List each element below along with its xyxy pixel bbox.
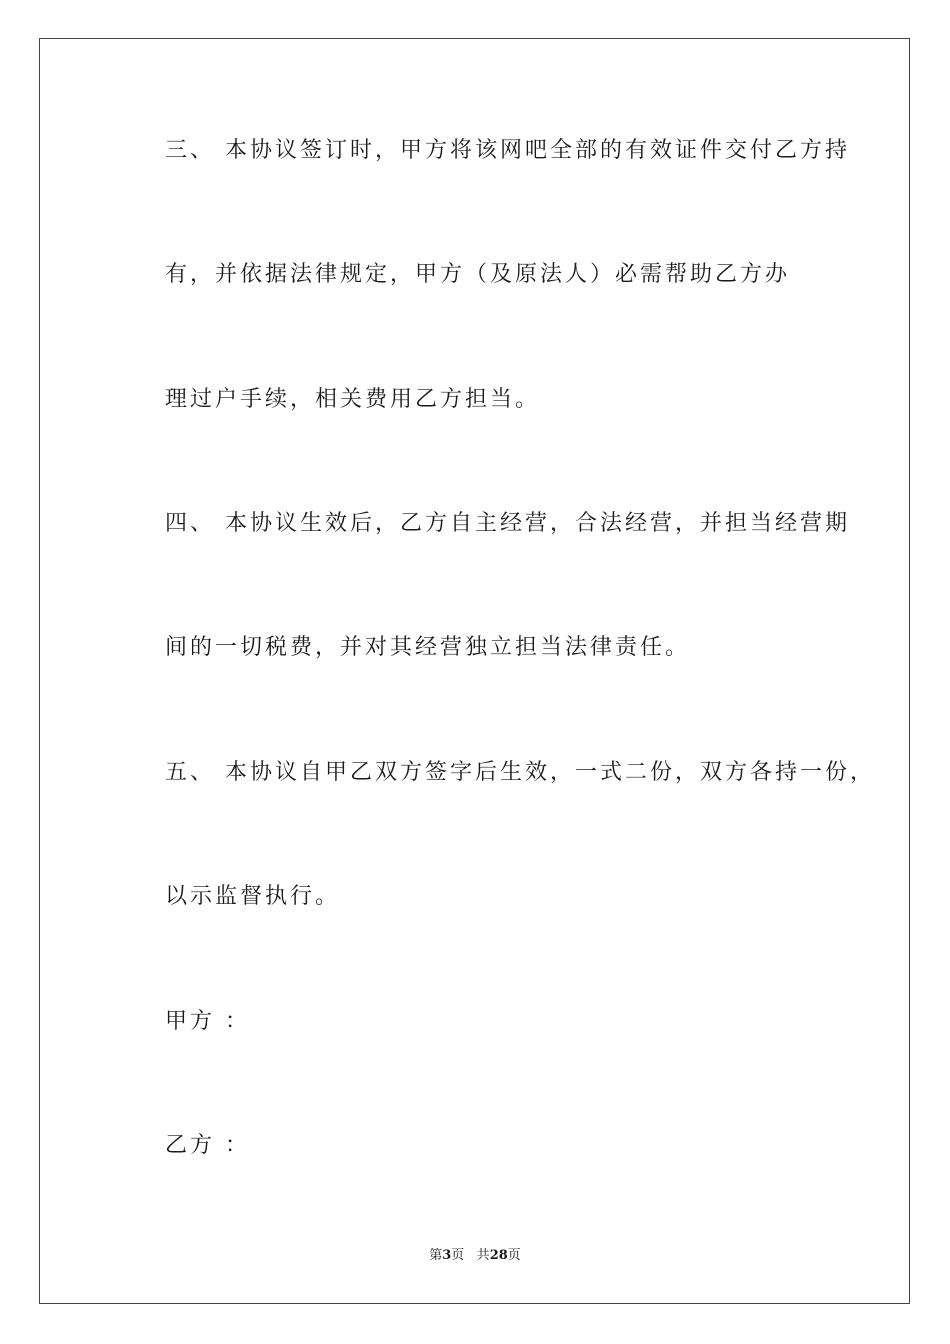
clause-5-line-2: 以示监督执行。: [165, 884, 341, 909]
footer-page-suffix: 页: [451, 1248, 465, 1263]
clause-5-line-1: 五、 本协议自甲乙双方签字后生效，一式二份，双方各持一份，: [165, 760, 875, 785]
footer-page-prefix: 第: [429, 1248, 443, 1263]
party-b-signature-line: 乙方 ：: [165, 1133, 250, 1158]
clause-3-line-3: 理过户手续，相关费用乙方担当。: [165, 387, 541, 412]
page-frame: [39, 38, 910, 1304]
party-a-signature-line: 甲方 ：: [165, 1009, 250, 1034]
page-footer: [0, 1247, 950, 1265]
clause-3-line-2: 有，并依据法律规定，甲方（及原法人）必需帮助乙方办: [165, 262, 791, 287]
footer-total-suffix: 页: [507, 1248, 521, 1263]
clause-4-line-2: 间的一切税费，并对其经营独立担当法律责任。: [165, 635, 691, 660]
footer-page-number: 3: [442, 1248, 452, 1263]
footer-total-pages: 28: [489, 1248, 508, 1263]
footer-total-prefix: 共: [476, 1248, 490, 1263]
clause-3-line-1: 三、 本协议签订时，甲方将该网吧全部的有效证件交付乙方持: [165, 138, 850, 163]
clause-4-line-1: 四、 本协议生效后，乙方自主经营，合法经营，并担当经营期: [165, 511, 850, 536]
